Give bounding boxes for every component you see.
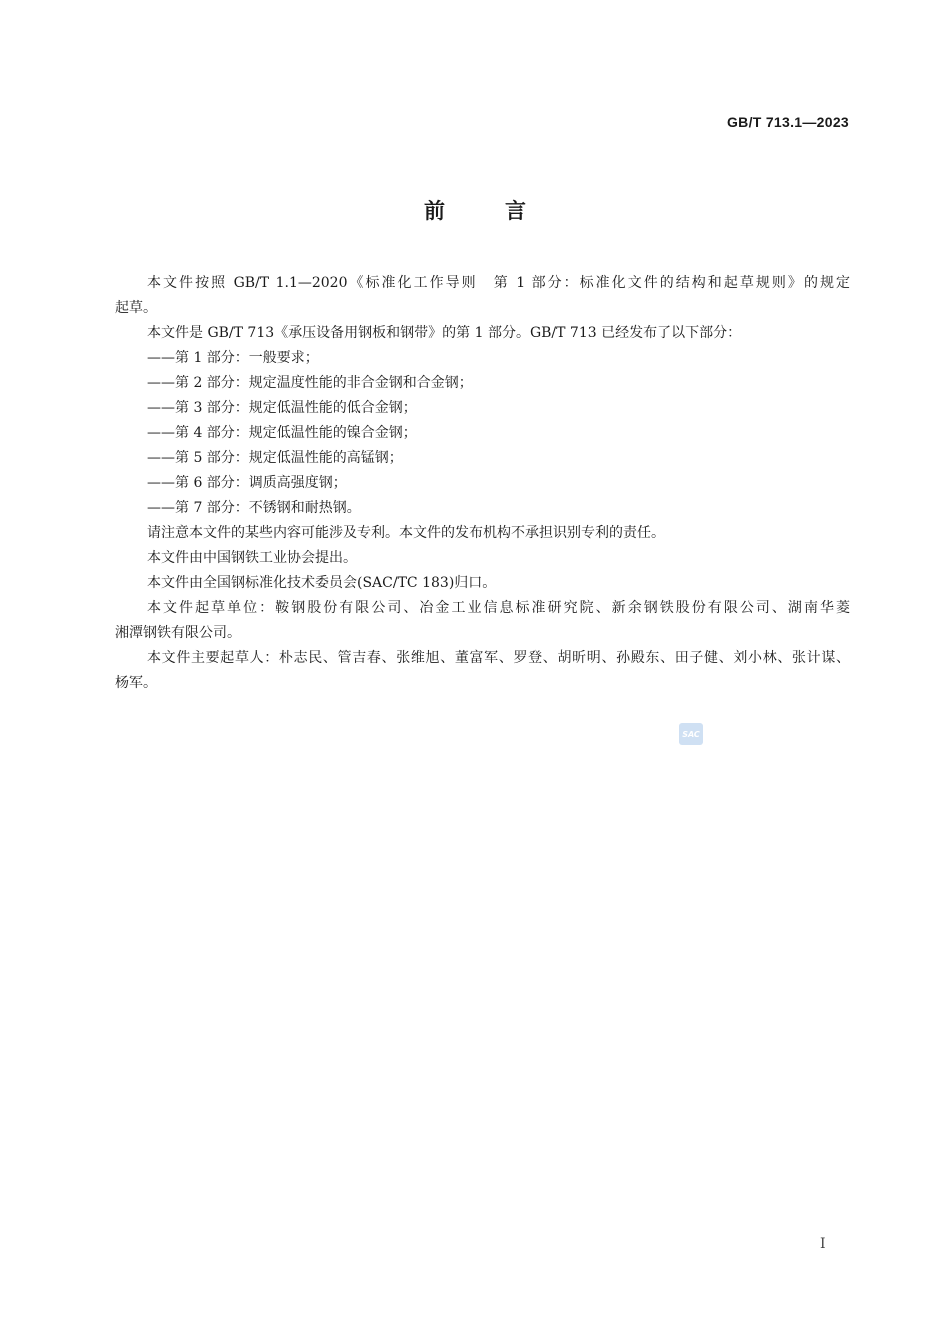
paragraph-line: ——第 7 部分：不锈钢和耐热钢。 [147,500,361,516]
paragraph-line: ——第 4 部分：规定低温性能的镍合金钢； [147,425,417,441]
sac-watermark-logo: SAC [679,723,703,745]
paragraph-line: 本文件是 GB/T 713《承压设备用钢板和钢带》的第 1 部分。GB/T 713 已经发布了以下部分： [147,325,742,341]
page-number: I [820,1236,826,1252]
standard-number: GB/T 713.1—2023 [726,114,849,130]
paragraph-line: 本文件按照 GB/T 1.1—2020《标准化工作导则 第 1 部分：标准化文件的结构和起草规则》的规定 [147,275,850,291]
paragraph-line: ——第 2 部分：规定温度性能的非合金钢和合金钢； [147,375,473,391]
paragraph-line: ——第 1 部分：一般要求； [147,350,319,366]
paragraph-line: ——第 5 部分：规定低温性能的高锰钢； [147,450,403,466]
paragraph-line: 本文件由中国钢铁工业协会提出。 [147,550,357,566]
paragraph-line: ——第 3 部分：规定低温性能的低合金钢； [147,400,417,416]
paragraph-line: 杨军。 [115,675,157,691]
paragraph-line: 起草。 [115,300,157,316]
paragraph-line: 本文件由全国钢标准化技术委员会(SAC/TC 183)归口。 [147,575,497,591]
paragraph-line: 本文件起草单位：鞍钢股份有限公司、冶金工业信息标准研究院、新余钢铁股份有限公司、湖南华菱 [147,600,850,616]
paragraph-line: 本文件主要起草人：朴志民、管吉春、张维旭、董富军、罗登、胡昕明、孙殿东、田子健、刘小林、张计谋、 [147,650,850,666]
paragraph-line: 湘潭钢铁有限公司。 [115,625,241,641]
foreword-body [115,271,850,696]
paragraph-line: ——第 6 部分：调质高强度钢； [147,475,347,491]
paragraph-line: 请注意本文件的某些内容可能涉及专利。本文件的发布机构不承担识别专利的责任。 [147,525,665,541]
page-title: 前言 [424,199,586,223]
